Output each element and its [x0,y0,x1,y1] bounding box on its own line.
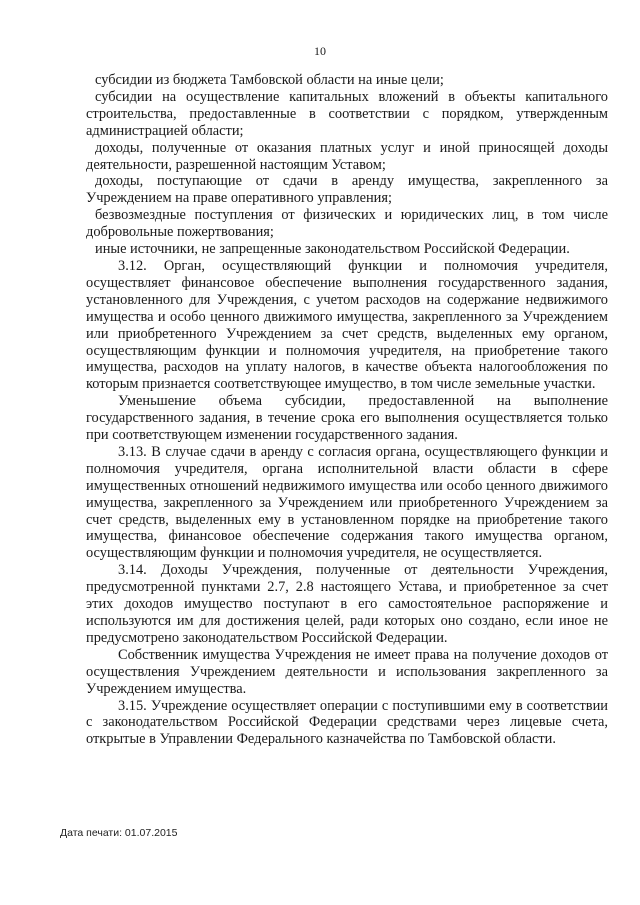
print-date: Дата печати: 01.07.2015 [60,827,178,839]
page-number: 10 [314,44,326,58]
clause-3-12: 3.12. Орган, осуществляющий функции и полномочия учредителя, осуществляет финансовое обеспечение выполнения государственного задания, установленного для Учреждения, с учетом расходов на содержание недвижимого имущества и особо ценного движимого имущества, закрепленного за Учреждением или приобретенного Учреждением за счет средств, выделенных ему органом, осуществляющим функции и полномочия учредителя, на приобретение такого имущества, расходов на уплату налогов, в качестве объекта налогообложения по которым признается соответствующее имущество, в том числе земельные участки. [86,257,608,393]
list-item-capital-subsidies: субсидии на осуществление капитальных вложений в объекты капитального строительства, предоставленные в соответствии с порядком, утвержденным администрацией области; [86,88,608,139]
list-item-regional-subsidies: субсидии из бюджета Тамбовской области на иные цели; [95,72,444,88]
clause-3-15: 3.15. Учреждение осуществляет операции с поступившими ему в соответствии с законодательством Российской Федерации средствами через лицевые счета, открытые в Управлении Федерального казначейства по Тамбовской области. [86,697,608,748]
paragraph-subsidy-reduction: Уменьшение объема субсидии, предоставленной на выполнение государственного задания, в течение срока его выполнения осуществляется только при соответствующем изменении государственного задания. [86,393,608,444]
clause-3-13: 3.13. В случае сдачи в аренду с согласия органа, осуществляющего функции и полномочия учредителя, органа исполнительной власти области в сфере имущественных отношений недвижимого имущества или особо ценного движимого имущества, закрепленного за Учреждением или приобретенного Учреждением за счет средств, выделенных ему в установленном порядке на приобретение такого имущества, финансовое обеспечение содержания такого имущества органом, осуществляющим функции и полномочия учредителя, не осуществляется. [86,443,608,562]
paragraph-owner-rights: Собственник имущества Учреждения не имеет права на получение доходов от осуществления Учреждением деятельности и использования закрепленного за Учреждением имущества. [86,646,608,697]
list-item-donations: безвозмездные поступления от физических и юридических лиц, в том числе добровольные пожертвования; [86,207,608,241]
clause-3-14: 3.14. Доходы Учреждения, полученные от деятельности Учреждения, предусмотренной пунктами 2.7, 2.8 настоящего Устава, и приобретенное за счет этих доходов имущество поступают в его самостоятельное распоряжение и используются им для достижения целей, ради которых оно создано, если иное не предусмотрено законодательством Российской Федерации. [86,562,608,646]
list-item-paid-services-income: доходы, полученные от оказания платных услуг и иной приносящей доходы деятельности, разрешенной настоящим Уставом; [86,139,608,173]
list-item-other-sources: иные источники, не запрещенные законодательством Российской Федерации. [95,241,570,258]
document-body [86,72,608,748]
list-item-rental-income: доходы, поступающие от сдачи в аренду имущества, закрепленного за Учреждением на праве оперативного управления; [86,173,608,207]
